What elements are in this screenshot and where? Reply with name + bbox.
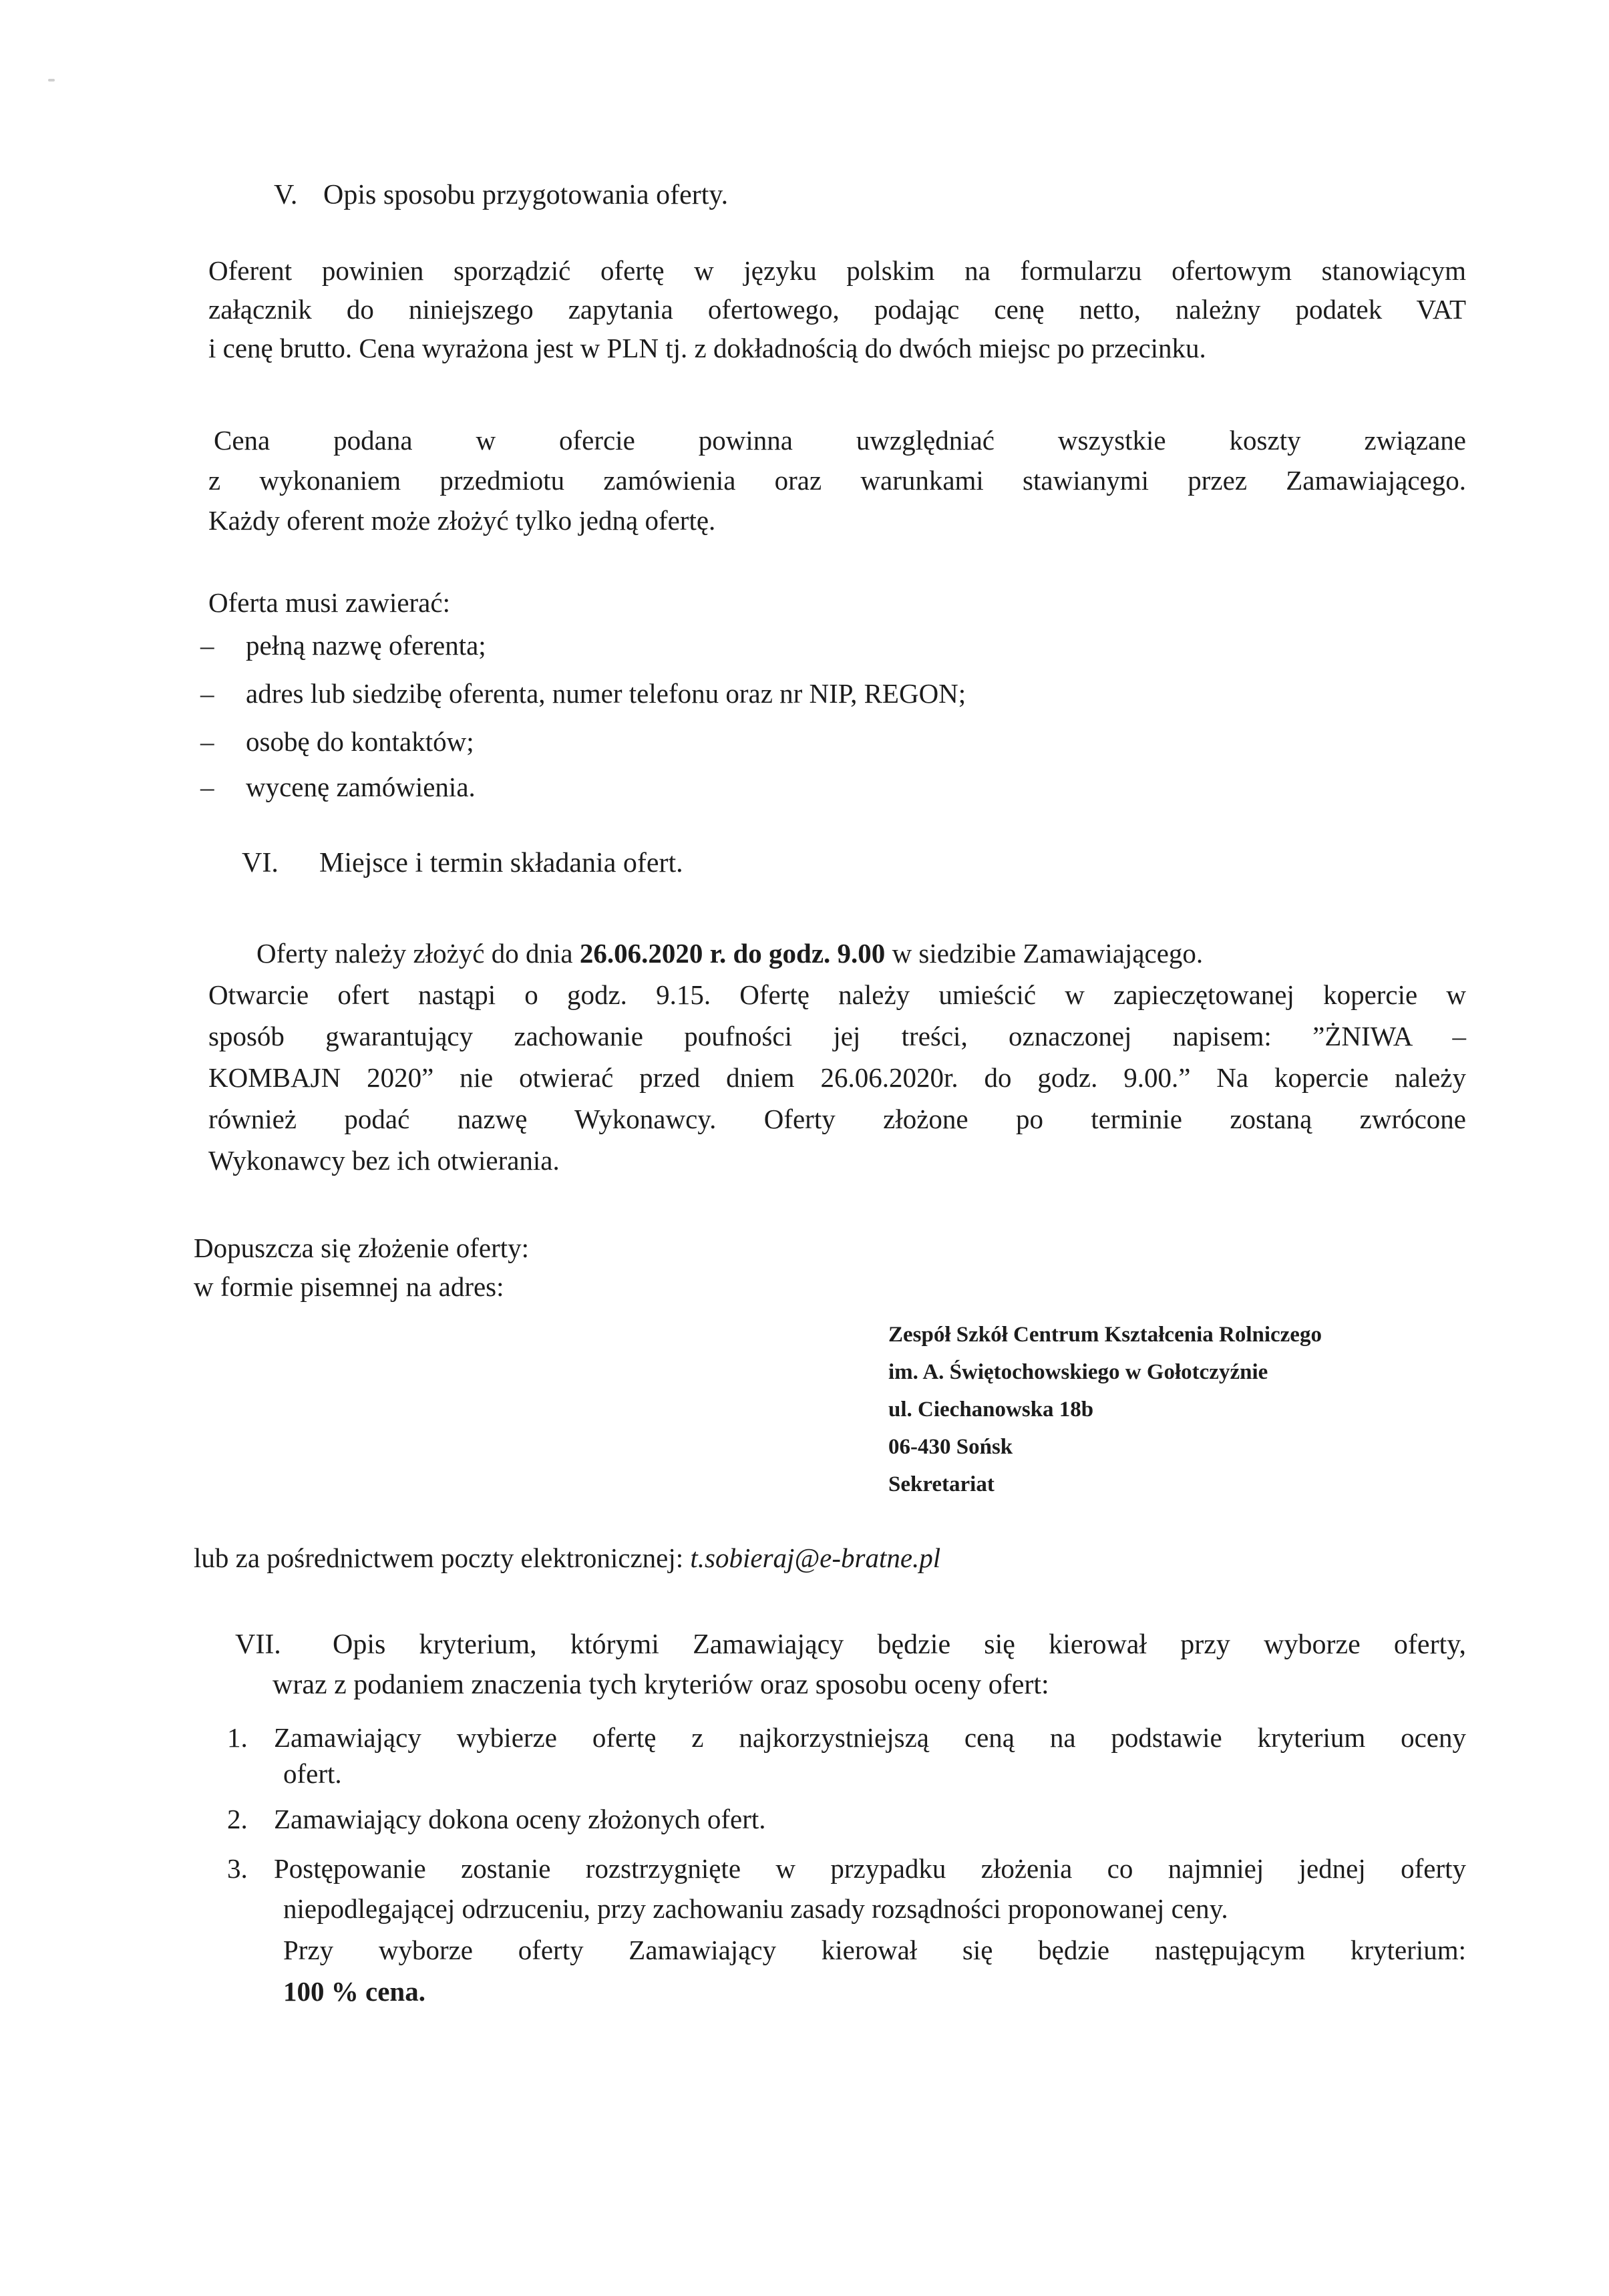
paragraph-line: z wykonaniem przedmiotu zamówienia oraz warunkami stawianymi przez Zamawiającego. — [208, 465, 1466, 496]
paragraph-line: i cenę brutto. Cena wyrażona jest w PLN tj. z dokładnością do dwóch miejsc po przecinku. — [208, 333, 1206, 363]
criteria-item-1 — [227, 1715, 1466, 1796]
item-number: 2. — [227, 1804, 248, 1834]
item-number: 1. — [227, 1722, 248, 1753]
list-item — [200, 767, 476, 807]
criterion-value: 100 % cena. — [283, 1976, 425, 2007]
deadline-date: 26.06.2020 r. do godz. 9.00 — [579, 938, 886, 969]
list-item-text: wycenę zamówienia. — [246, 772, 476, 802]
address-line: ul. Ciechanowska 18b — [888, 1398, 1094, 1422]
paragraph-line: Cena podana w ofercie powinna uwzględniać wszystkie koszty związane — [214, 425, 1466, 456]
deadline-line — [208, 931, 1466, 975]
item-bold-line — [227, 1969, 1466, 2013]
paragraph-line: KOMBAJN 2020” nie otwierać przed dniem 26.06.2020r. do godz. 9.00.” Na kopercie należy — [208, 1062, 1466, 1093]
email-link[interactable]: t.sobieraj@e-bratne.pl — [690, 1542, 941, 1573]
item-text-line: niepodlegającej odrzuceniu, przy zachowaniu zasady rozsądności proponowanej ceny. — [283, 1893, 1228, 1924]
dash-bullet: – — [200, 772, 214, 802]
dash-bullet: – — [200, 630, 214, 661]
criteria-item-2-row — [227, 1797, 1466, 1841]
list-item-text: osobę do kontaktów; — [246, 726, 474, 757]
item-text-line: ofert. — [283, 1758, 342, 1789]
section-5-title: Opis sposobu przygotowania oferty. — [323, 180, 729, 210]
deadline-prefix: Oferty należy złożyć do dnia — [256, 938, 580, 969]
section-7-title-line-1: Opis kryterium, którymi Zamawiający będzie się kierował przy wyborze oferty, — [333, 1629, 1466, 1660]
paragraph-line: załącznik do niniejszego zapytania ofertowego, podając cenę netto, należny podatek VAT — [208, 294, 1466, 325]
section-7-heading — [235, 1625, 1466, 1705]
allowed-submission-line: Dopuszcza się złożenie oferty: — [194, 1233, 530, 1263]
section-5-number: V. — [274, 180, 298, 210]
email-prefix: lub za pośrednictwem poczty elektronicznej: — [194, 1542, 691, 1573]
item-number: 3. — [227, 1853, 248, 1884]
email-line — [194, 1538, 940, 1578]
item-text-line: Postępowanie zostanie rozstrzygnięte w przypadku złożenia co najmniej jednej oferty — [274, 1853, 1466, 1884]
deadline-paragraph — [208, 931, 1466, 1182]
section-6-heading — [242, 843, 683, 883]
section-7-number: VII. — [235, 1629, 281, 1660]
list-item-text: pełną nazwę oferenta; — [246, 630, 486, 661]
address-line: 06-430 Sońsk — [888, 1435, 1013, 1459]
section-7-title-line-2: wraz z podaniem znaczenia tych kryteriów oraz sposobu oceny ofert: — [273, 1669, 1049, 1700]
paragraph-line: Każdy oferent może złożyć tylko jedną ofertę. — [208, 505, 716, 536]
paragraph-line: Wykonawcy bez ich otwierania. — [208, 1145, 560, 1176]
address-block — [888, 1316, 1322, 1503]
offer-preparation-paragraph — [208, 249, 1466, 370]
criteria-item-3-row — [227, 1846, 1466, 1891]
criteria-item-3 — [227, 1846, 1466, 2013]
paragraph-line: Otwarcie ofert nastąpi o godz. 9.15. Ofertę należy umieścić w zapieczętowanej kopercie w — [208, 979, 1466, 1010]
must-contain-label: Oferta musi zawierać: — [208, 587, 450, 618]
paragraph-line: sposób gwarantujący zachowanie poufności jej treści, oznaczonej napisem: ”ŻNIWA – — [208, 1021, 1466, 1051]
scan-artifact — [48, 79, 55, 81]
section-7-heading-line — [235, 1625, 1466, 1665]
price-paragraph — [208, 418, 1466, 542]
address-line: im. A. Świętochowskiego w Gołotczyźnie — [888, 1360, 1268, 1384]
criteria-item-1-row — [227, 1715, 1466, 1760]
list-item-text: adres lub siedzibę oferenta, numer telefonu oraz nr NIP, REGON; — [246, 678, 966, 709]
list-item — [200, 625, 486, 665]
item-text-line: Zamawiający wybierze ofertę z najkorzystniejszą ceną na podstawie kryterium oceny — [274, 1722, 1466, 1753]
address-line: Sekretariat — [888, 1472, 995, 1496]
item-text-line: Zamawiający dokona oceny złożonych ofert. — [274, 1804, 766, 1834]
dash-bullet: – — [200, 726, 214, 757]
list-item — [200, 721, 474, 762]
section-6-title: Miejsce i termin składania ofert. — [319, 848, 683, 878]
criteria-item-2 — [227, 1797, 1466, 1841]
paragraph-line: Oferent powinien sporządzić ofertę w języku polskim na formularzu ofertowym stanowiącym — [208, 255, 1466, 286]
written-form-line: w formie pisemnej na adres: — [194, 1271, 504, 1302]
section-6-number: VI. — [242, 848, 279, 878]
section-5-heading — [274, 175, 728, 215]
deadline-suffix: w siedzibie Zamawiającego. — [885, 938, 1204, 969]
item-text-line: Przy wyborze oferty Zamawiający kierował się będzie następującym kryterium: — [283, 1935, 1466, 1965]
address-line: Zespół Szkół Centrum Kształcenia Rolniczego — [888, 1323, 1322, 1347]
dash-bullet: – — [200, 678, 214, 709]
paragraph-line: również podać nazwę Wykonawcy. Oferty złożone po terminie zostaną zwrócone — [208, 1104, 1466, 1134]
list-item — [200, 673, 966, 713]
